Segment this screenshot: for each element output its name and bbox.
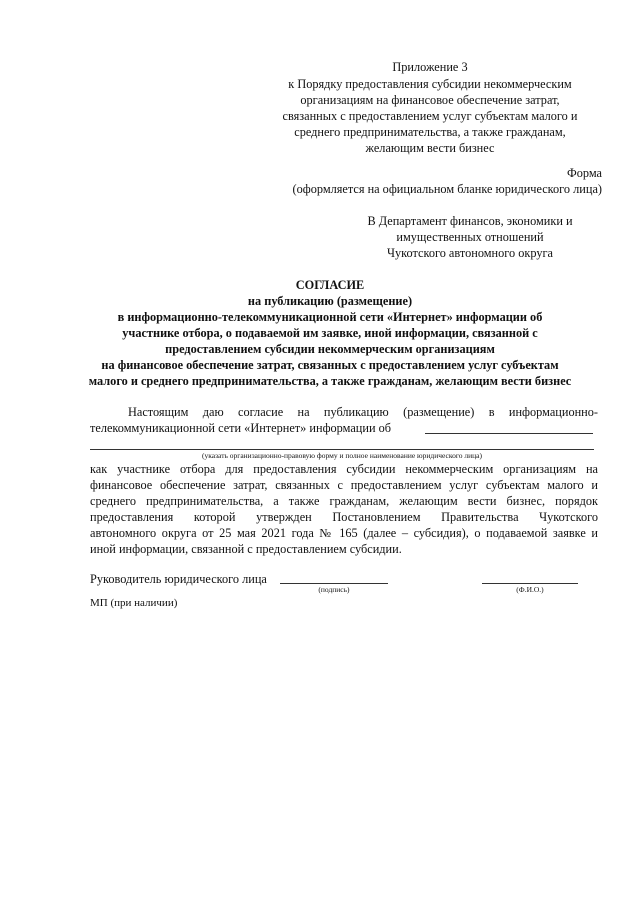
title-line-2: в информационно-телекоммуникационной сети «Интернет» информации об [117,310,543,324]
paragraph-line-2: финансовое обеспечение затрат, связанных с предоставлением услуг субъектам малого и [90,478,598,492]
title-line-1: на публикацию (размещение) [247,294,413,308]
appendix-line-5: желающим вести бизнес [365,141,495,155]
full-name-field[interactable] [482,583,578,584]
paragraph-line-3: среднего предпринимательства, а также гражданам, желающим вести бизнес, порядок [90,494,598,508]
addressee-line-2: имущественных отношений [396,230,544,244]
signature-field[interactable] [280,583,388,584]
title-line-5: на финансовое обеспечение затрат, связанных с предоставлением услуг субъектам [101,358,559,372]
appendix-line-3: связанных с предоставлением услуг субъектам малого и [282,109,578,123]
org-name-field[interactable] [425,433,593,434]
appendix-line-1: к Порядку предоставления субсидии некоммерческим [288,77,572,91]
appendix-line-4: среднего предпринимательства, а также гражданам, [294,125,566,139]
org-name-hint: (указать организационно-правовую форму и полное наименование юридического лица) [201,451,482,460]
paragraph-line-4: предоставления которой утвержден Постановлением Правительства Чукотского [90,510,598,524]
title-line-3: участнике отбора, о подаваемой им заявке, иной информации, связанной с [122,326,538,340]
paragraph-line-6: иной информации, связанной с предоставлением субсидии. [90,542,402,556]
paragraph-line-1: как участнике отбора для предоставления субсидии некоммерческим организациям на [90,462,598,476]
head-label: Руководитель юридического лица [90,572,267,586]
form-note: (оформляется на официальном бланке юридического лица) [292,182,602,196]
title-line-6: малого и среднего предпринимательства, а также гражданам, желающим вести бизнес [88,374,572,388]
addressee-line-1: В Департамент финансов, экономики и [367,214,573,228]
appendix-label: Приложение 3 [392,60,468,74]
paragraph-line-5: автономного округа от 25 мая 2021 года № 165 (далее – субсидия), о подаваемой заявке и [90,526,598,540]
org-name-fill-line[interactable] [90,449,594,450]
full-name-caption: (Ф.И.О.) [516,585,544,594]
addressee-line-3: Чукотского автономного округа [387,246,553,260]
intro-line-2: телекоммуникационной сети «Интернет» информации об [90,421,392,435]
stamp-label: МП (при наличии) [90,597,178,609]
form-label: Форма [567,166,602,180]
signature-caption: (подпись) [318,585,350,594]
title-line-4: предоставлением субсидии некоммерческим организациям [165,342,495,356]
appendix-line-2: организациям на финансовое обеспечение затрат, [300,93,560,107]
intro-line-1: Настоящим даю согласие на публикацию (размещение) в информационно- [128,405,598,419]
document-title: СОГЛАСИЕ [295,278,365,292]
